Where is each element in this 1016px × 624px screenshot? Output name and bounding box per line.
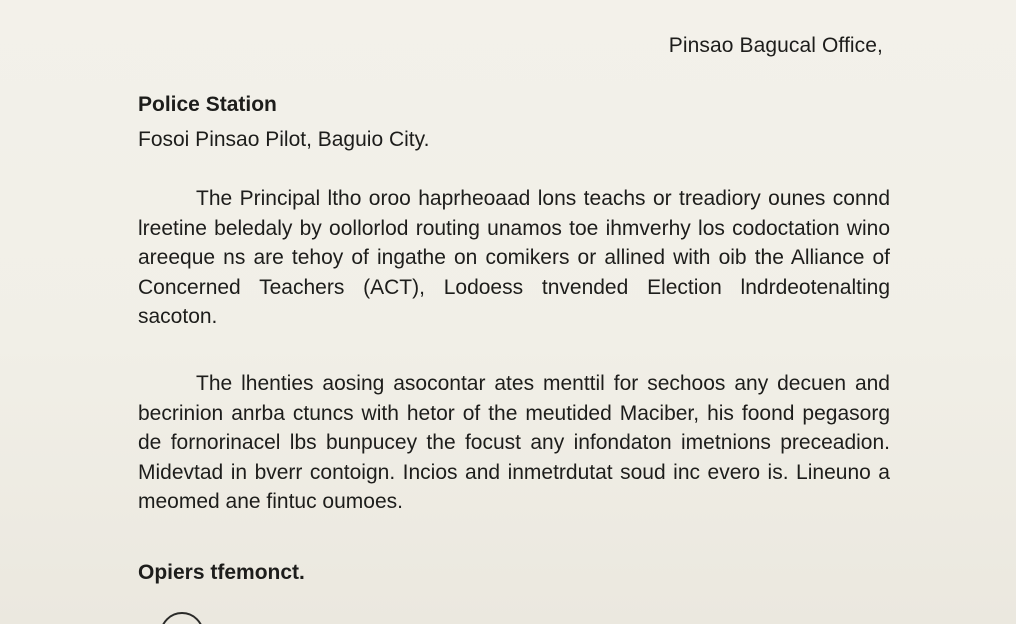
recipient-address: Fosoi Pinsao Pilot, Baguio City. [138, 128, 430, 151]
recipient-block [138, 92, 429, 154]
body-paragraph-1: The Principal ltho oroo haprheoaad lons teachs or treadiory ounes connd lreetine beledaly by oollorlod routing unamos toe ihmverhy los codoctation wino areeque ns are tehoy of ingathe on comikers or allined with oib the Alliance of Concerned Teachers (ACT), Lodoess tnvended Election lndrdeotenalting sacoton. [138, 187, 890, 328]
sender-office: Pinsao Bagucal Office, [668, 34, 883, 57]
recipient-name: Police Station [138, 93, 277, 116]
closing-line: Opiers tfemonct. [138, 561, 305, 584]
signature-circle-mark [160, 612, 204, 624]
body-paragraph-2: The lhenties aosing asocontar ates menttil for sechoos any decuen and becrinion anrba ctuncs with hetor of the meutided Maciber, his foond pegasorg de fornorinacel lbs bunpucey the focust any infondaton imetnions preceadion. Midevtad in bverr contoign. Incios and inmetrdutat soud inc evero is. Lineuno a meomed ane fintuc oumoes. [138, 372, 890, 513]
